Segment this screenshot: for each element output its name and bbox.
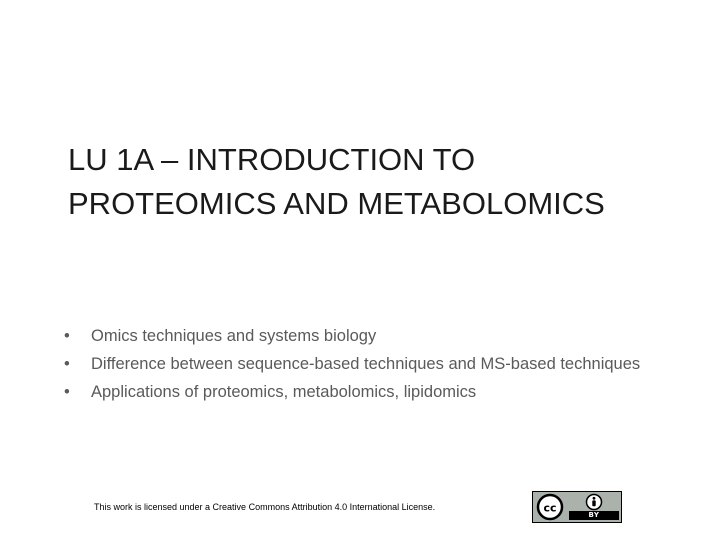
bullet-marker: •: [64, 355, 70, 373]
bullet-text: Applications of proteomics, metabolomics, lipidomics: [91, 383, 477, 401]
cc-by-license-badge[interactable]: [532, 491, 622, 523]
bullet-text: Difference between sequence-based techniques and MS-based techniques: [91, 355, 641, 373]
bullet-marker: •: [64, 383, 70, 401]
slide-title-line-1: LU 1A – INTRODUCTION TO: [68, 142, 476, 177]
by-label: BY: [569, 511, 619, 520]
cc-icon-label: cc: [543, 501, 557, 515]
creative-commons-icon: [535, 493, 569, 521]
list-item: [60, 380, 660, 404]
bullet-list: [60, 324, 660, 408]
slide-title: [68, 138, 688, 226]
list-item: [60, 352, 660, 376]
slide-title-line-2: PROTEOMICS AND METABOLOMICS: [68, 186, 605, 221]
attribution-person-icon: [585, 493, 603, 511]
bullet-text: Omics techniques and systems biology: [91, 327, 377, 345]
list-item: [60, 324, 660, 348]
bullet-marker: •: [64, 327, 70, 345]
license-notice[interactable]: This work is licensed under a Creative Commons Attribution 4.0 International License.: [94, 502, 436, 512]
